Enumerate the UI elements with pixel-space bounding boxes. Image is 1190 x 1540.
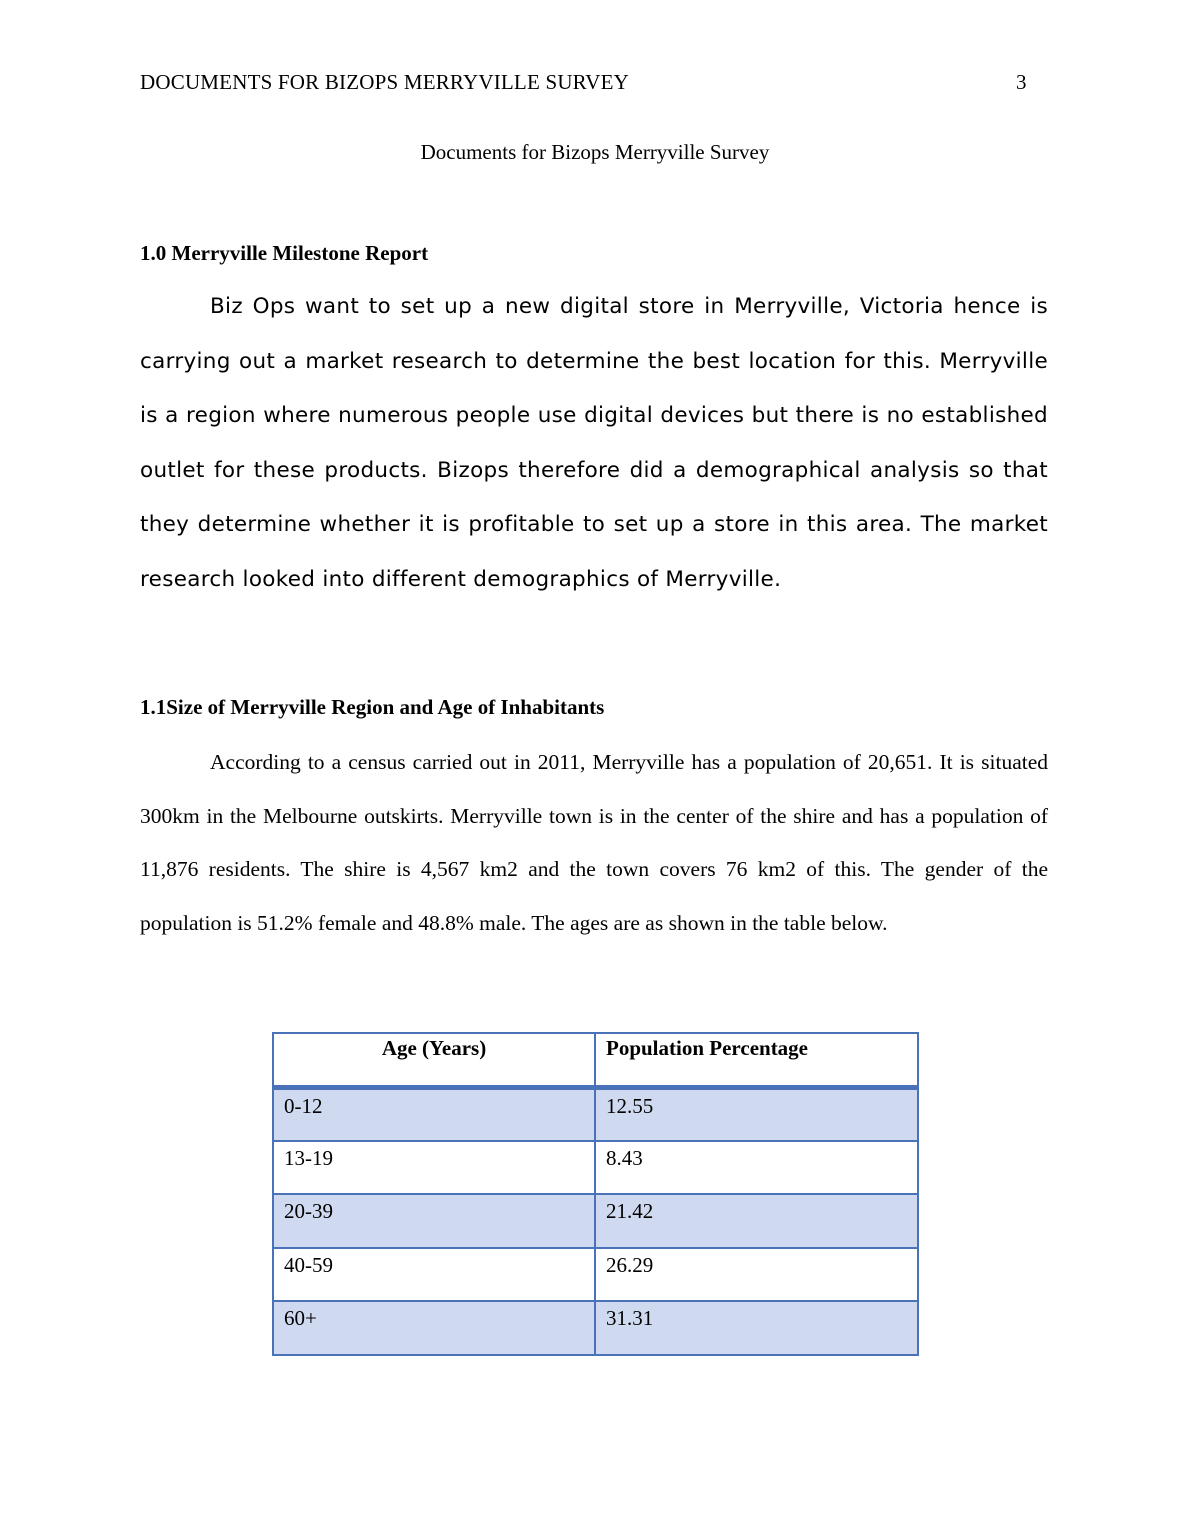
percentage-cell: 26.29 [595, 1248, 918, 1302]
table-row [273, 1141, 918, 1195]
age-cell: 0-12 [273, 1087, 595, 1141]
percentage-cell: 8.43 [595, 1141, 918, 1195]
age-cell: 13-19 [273, 1141, 595, 1195]
age-population-table [272, 1032, 919, 1356]
column-header-population: Population Percentage [595, 1033, 918, 1087]
age-cell: 60+ [273, 1301, 595, 1355]
percentage-cell: 21.42 [595, 1194, 918, 1248]
region-size-paragraph: According to a census carried out in 2011, Merryville has a population of 20,651. It is situated 300km in the Melbourne outskirts. Merryville town is in the center of the shire and has a population of 11,876 residents. The shire is 4,567 km2 and the town covers 76 km2 of this. The gender of the population is 51.2% female and 48.8% male. The ages are as shown in the table below. [140, 750, 1048, 935]
column-header-age: Age (Years) [273, 1033, 595, 1087]
document-title: Documents for Bizops Merryville Survey [420, 140, 770, 164]
table-row [273, 1248, 918, 1302]
milestone-report-paragraph: Biz Ops want to set up a new digital store in Merryville, Victoria hence is carrying out a market research to determine the best location for this. Merryville is a region where numerous people use digital devices but there is no established outlet for these products. Bizops therefore did a demographical analysis so that they determine whether it is profitable to set up a store in this area. The market research looked into different demographics of Merryville. [140, 294, 1048, 592]
table-header-row [273, 1033, 918, 1087]
age-cell: 40-59 [273, 1248, 595, 1302]
table-row [273, 1301, 918, 1355]
percentage-cell: 31.31 [595, 1301, 918, 1355]
running-head: DOCUMENTS FOR BIZOPS MERRYVILLE SURVEY [140, 70, 629, 94]
table-row [273, 1194, 918, 1248]
percentage-cell: 12.55 [595, 1087, 918, 1141]
table-row [273, 1087, 918, 1141]
page-number: 3 [1016, 70, 1027, 94]
section-heading-milestone-report: 1.0 Merryville Milestone Report [140, 241, 429, 265]
section-heading-region-size: 1.1Size of Merryville Region and Age of Inhabitants [140, 695, 605, 719]
age-cell: 20-39 [273, 1194, 595, 1248]
